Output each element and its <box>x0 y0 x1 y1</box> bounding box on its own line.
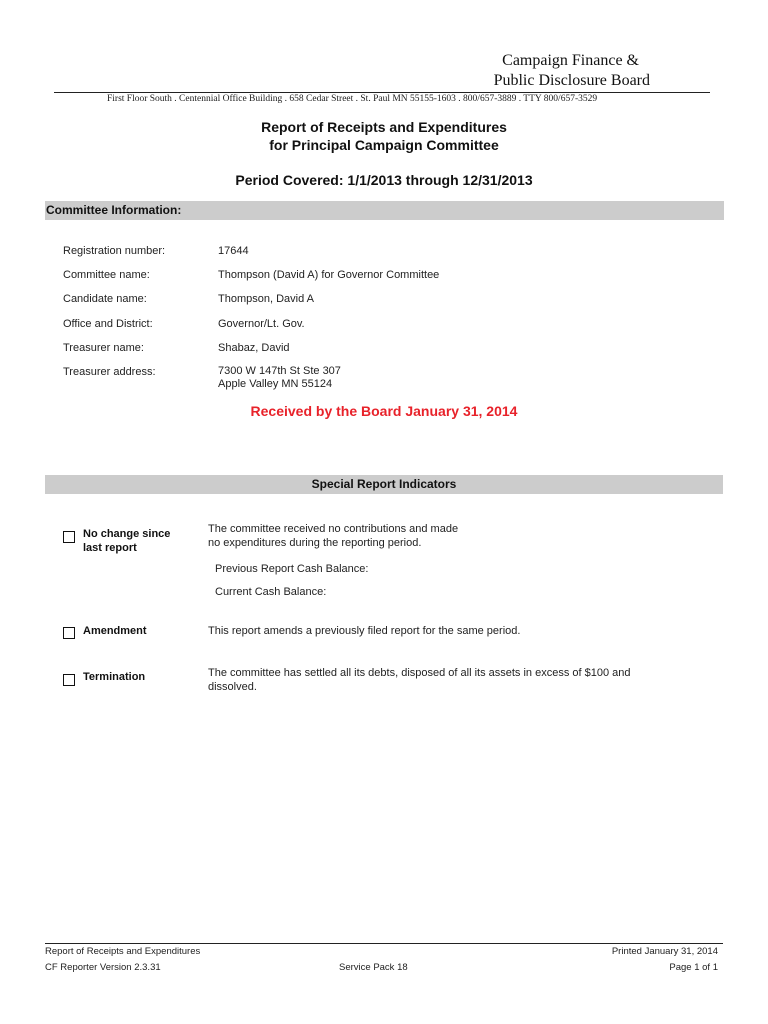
treasurer-name-value: Shabaz, David <box>218 342 290 354</box>
footer-divider <box>45 943 723 944</box>
office-district-label: Office and District: <box>63 318 153 330</box>
committee-info-heading: Committee Information: <box>45 201 724 220</box>
no-change-desc-line2: no expenditures during the reporting period. <box>208 537 422 549</box>
treasurer-address-line1: 7300 W 147th St Ste 307 <box>218 365 341 377</box>
candidate-name-value: Thompson, David A <box>218 293 314 305</box>
committee-name-value: Thompson (David A) for Governor Committee <box>218 269 440 281</box>
committee-name-label: Committee name: <box>63 269 150 281</box>
current-cash-balance-label: Current Cash Balance: <box>215 586 327 598</box>
org-address: First Floor South . Centennial Office Building . 658 Cedar Street . St. Paul MN 55155-1603 . 800/657-3889 . TTY 800/657-3529 <box>107 94 598 104</box>
no-change-label-line1: No change since <box>83 528 171 540</box>
termination-desc-line2: dissolved. <box>208 681 257 693</box>
header-divider <box>54 92 710 93</box>
footer-version: CF Reporter Version 2.3.31 <box>45 962 161 973</box>
treasurer-address-line2: Apple Valley MN 55124 <box>218 378 333 390</box>
termination-checkbox[interactable] <box>63 674 75 686</box>
special-indicators-heading: Special Report Indicators <box>45 475 723 494</box>
candidate-name-label: Candidate name: <box>63 293 147 305</box>
received-stamp: Received by the Board January 31, 2014 <box>250 403 518 419</box>
previous-cash-balance-label: Previous Report Cash Balance: <box>215 563 369 575</box>
amendment-desc: This report amends a previously filed report for the same period. <box>208 625 521 637</box>
amendment-label: Amendment <box>83 625 147 637</box>
amendment-checkbox[interactable] <box>63 627 75 639</box>
footer-report-name: Report of Receipts and Expenditures <box>45 946 201 957</box>
period-covered: Period Covered: 1/1/2013 through 12/31/2013 <box>235 172 533 188</box>
no-change-checkbox[interactable] <box>63 531 75 543</box>
registration-number-label: Registration number: <box>63 245 166 257</box>
footer-printed-date: Printed January 31, 2014 <box>611 946 718 957</box>
no-change-label-line2: last report <box>83 542 137 554</box>
termination-desc-line1: The committee has settled all its debts, disposed of all its assets in excess of $100 and <box>208 667 631 679</box>
office-district-value: Governor/Lt. Gov. <box>218 318 305 330</box>
report-title-line2: for Principal Campaign Committee <box>269 137 499 153</box>
org-name-line2: Public Disclosure Board <box>493 72 650 89</box>
org-name-line1: Campaign Finance & <box>502 52 639 69</box>
treasurer-address-label: Treasurer address: <box>63 366 156 378</box>
footer-service-pack: Service Pack 18 <box>339 962 408 973</box>
registration-number-value: 17644 <box>218 245 249 257</box>
termination-label: Termination <box>83 671 146 683</box>
treasurer-name-label: Treasurer name: <box>63 342 144 354</box>
report-title-line1: Report of Receipts and Expenditures <box>261 119 507 135</box>
footer-page-number: Page 1 of 1 <box>669 962 718 973</box>
no-change-desc-line1: The committee received no contributions and made <box>208 523 459 535</box>
